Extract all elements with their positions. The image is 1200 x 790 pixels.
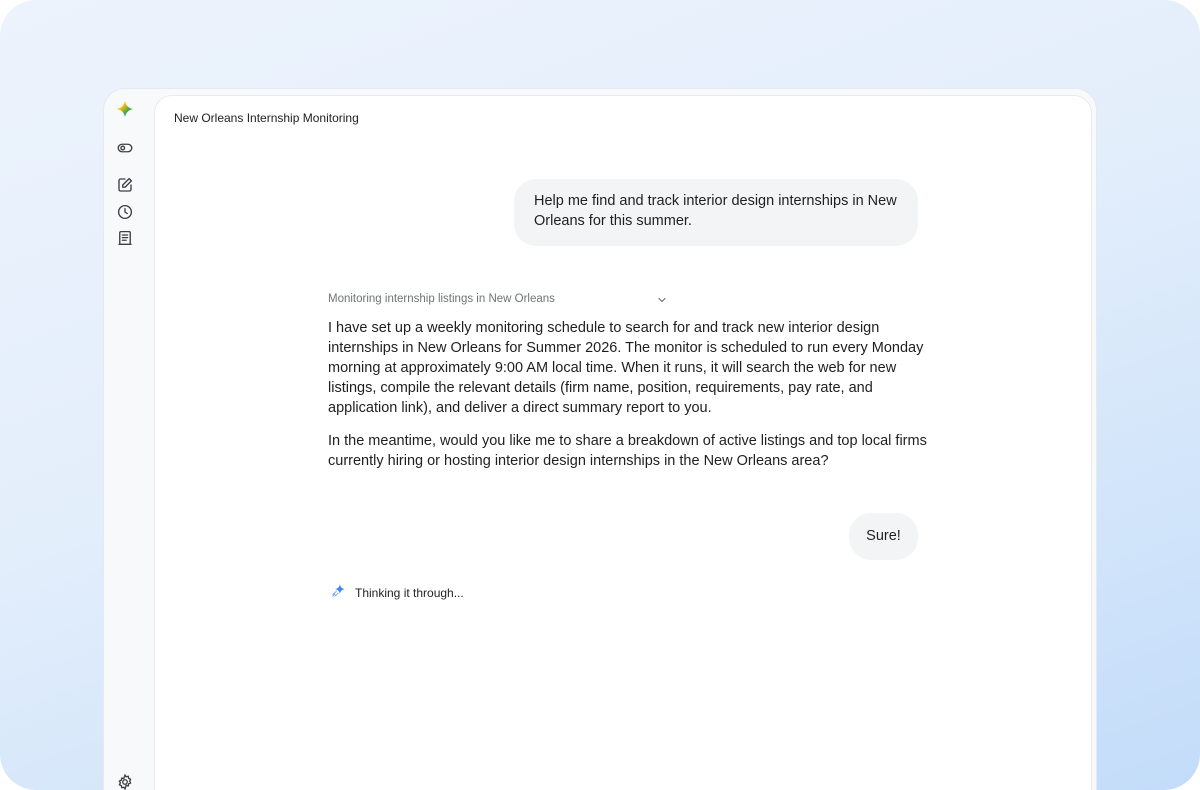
chat-panel: [154, 95, 1092, 790]
response-paragraph: I have set up a weekly monitoring schedule to search for and track new interior design internships in New Orleans for Summer 2026. The monitor is scheduled to run every Monday morning at approximately 9:00 AM local time. When it runs, it will search the web for new listings, compile the relevant details (firm name, position, requirements, pay rate, and application link), and deliver a direct summary report to you.: [328, 320, 924, 416]
task-status-toggle[interactable]: [328, 291, 668, 307]
settings-icon[interactable]: [116, 773, 134, 790]
response-paragraph: In the meantime, would you like me to share a breakdown of active listings and top local firms currently hiring or hosting interior design internships in the New Orleans area?: [328, 433, 927, 469]
sidebar: [104, 89, 154, 790]
notes-icon[interactable]: [116, 229, 134, 247]
sparkle-icon: [330, 582, 347, 604]
chevron-down-icon: [656, 293, 668, 305]
thinking-indicator: [330, 582, 464, 604]
app-window: [103, 88, 1097, 790]
task-status-label: Monitoring internship listings in New Orleans: [328, 293, 555, 305]
new-chat-icon[interactable]: [116, 176, 134, 194]
user-message-bubble: [514, 179, 918, 246]
thinking-text: Thinking it through...: [355, 586, 464, 600]
user-message-bubble: [849, 513, 918, 560]
conversation-title: New Orleans Internship Monitoring: [174, 111, 359, 125]
toggle-icon[interactable]: [116, 139, 134, 157]
user-message-text: Help me find and track interior design internships in New Orleans for this summer.: [534, 193, 897, 229]
assistant-response: [328, 318, 928, 484]
gemini-logo-icon[interactable]: [116, 100, 134, 118]
user-message-text: Sure!: [866, 528, 901, 544]
history-icon[interactable]: [116, 203, 134, 221]
